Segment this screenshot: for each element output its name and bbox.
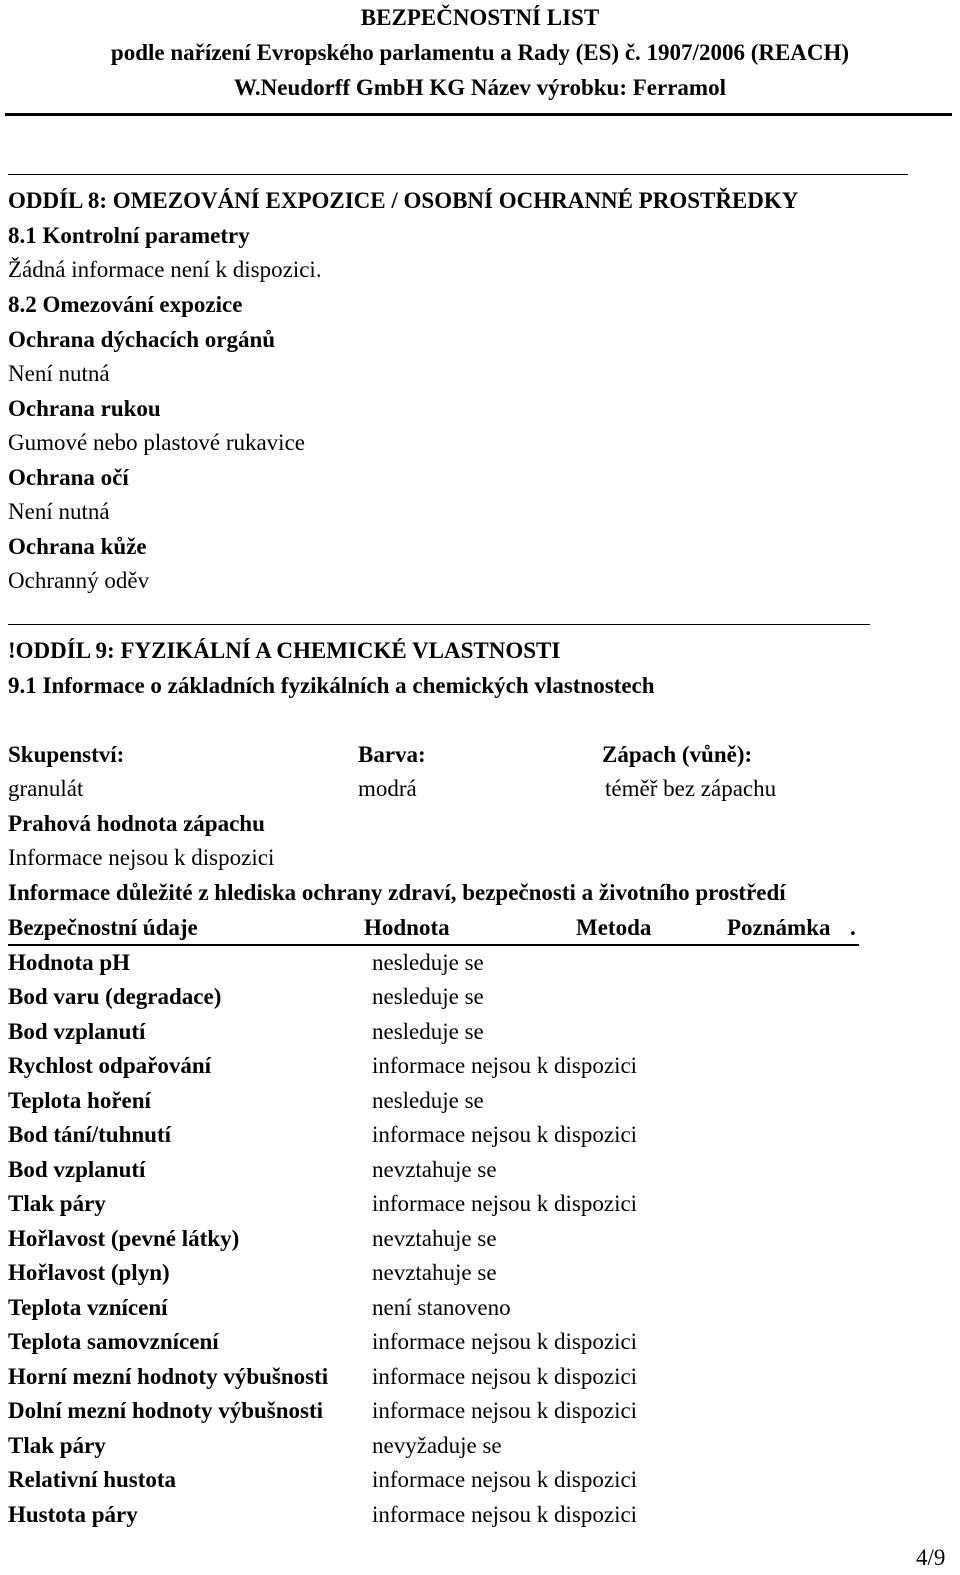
row-label: Bod vzplanutí [8, 1157, 146, 1182]
table-row [8, 983, 708, 1017]
row-value: informace nejsou k dispozici [372, 1191, 638, 1216]
row-value: nevyžaduje se [372, 1433, 502, 1458]
col-header-note: Poznámka [727, 915, 831, 940]
row-label: Horní mezní hodnoty výbušnosti [8, 1364, 329, 1389]
row-value: informace nejsou k dispozici [372, 1364, 638, 1389]
row-label: Bod vzplanutí [8, 1019, 146, 1044]
odor-threshold-label: Prahová hodnota zápachu [8, 811, 265, 836]
row-value: nesleduje se [372, 1019, 484, 1044]
row-label: Bod tání/tuhnutí [8, 1122, 171, 1147]
page-number: 4/9 [916, 1545, 946, 1570]
table-row [8, 1121, 708, 1155]
ppe-value-skin: Ochranný oděv [8, 568, 150, 593]
row-value: nesleduje se [372, 984, 484, 1009]
prop-value-odor: téměř bez zápachu [605, 776, 777, 801]
ppe-label-skin: Ochrana kůže [8, 534, 147, 559]
ppe-value-hands: Gumové nebo plastové rukavice [8, 430, 305, 455]
safety-info-heading: Informace důležité z hlediska ochrany zdraví, bezpečnosti a životního prostředí [8, 880, 786, 905]
row-label: Teplota vznícení [8, 1295, 168, 1320]
table-row [8, 1363, 708, 1397]
ppe-value-respiratory: Není nutná [8, 361, 110, 386]
row-value: informace nejsou k dispozici [372, 1467, 638, 1492]
ppe-label-respiratory: Ochrana dýchacích orgánů [8, 327, 276, 352]
row-value: není stanoveno [372, 1295, 511, 1320]
row-value: nevztahuje se [372, 1226, 497, 1251]
row-label: Tlak páry [8, 1433, 106, 1458]
odor-threshold-value: Informace nejsou k dispozici [8, 845, 275, 870]
table-row [8, 1294, 708, 1328]
safety-table-header [8, 914, 859, 946]
document-title: BEZPEČNOSTNÍ LIST [360, 5, 600, 30]
section9-subheading: 9.1 Informace o základních fyzikálních a chemických vlastnostech [8, 673, 655, 698]
row-label: Rychlost odpařování [8, 1053, 212, 1078]
row-value: informace nejsou k dispozici [372, 1053, 638, 1078]
table-row [8, 1501, 708, 1535]
company-product-line: W.Neudorff GmbH KG Název výrobku: Ferramol [234, 75, 726, 100]
table-row [8, 1190, 708, 1224]
prop-value-color: modrá [358, 776, 417, 801]
table-row [8, 1466, 708, 1500]
ppe-value-eyes: Není nutná [8, 499, 110, 524]
col-header-safety-data: Bezpečnostní údaje [8, 915, 198, 940]
table-row [8, 1397, 708, 1431]
regulation-line: podle nařízení Evropského parlamentu a Rady (ES) č. 1907/2006 (REACH) [110, 40, 850, 65]
row-label: Hodnota pH [8, 950, 131, 975]
table-row [8, 1018, 708, 1052]
section8-title: ODDÍL 8: OMEZOVÁNÍ EXPOZICE / OSOBNÍ OCHRANNÉ PROSTŘEDKY [8, 188, 799, 213]
table-row [8, 1328, 708, 1362]
row-label: Bod varu (degradace) [8, 984, 222, 1009]
table-row [8, 1052, 708, 1086]
section9-title: !ODDÍL 9: FYZIKÁLNÍ A CHEMICKÉ VLASTNOSTI [8, 638, 561, 663]
row-label: Tlak páry [8, 1191, 106, 1216]
prop-label-color: Barva: [358, 742, 426, 767]
header-divider [5, 113, 952, 116]
table-row [8, 1087, 708, 1121]
row-value: nesleduje se [372, 1088, 484, 1113]
prop-label-state: Skupenství: [8, 742, 125, 767]
col-header-value: Hodnota [364, 915, 450, 940]
row-value: informace nejsou k dispozici [372, 1329, 638, 1354]
row-label: Relativní hustota [8, 1467, 177, 1492]
section-divider-top [8, 174, 908, 175]
control-params-heading: 8.1 Kontrolní parametry [8, 223, 250, 248]
row-value: informace nejsou k dispozici [372, 1502, 638, 1527]
exposure-heading: 8.2 Omezování expozice [8, 292, 243, 317]
document-header [0, 0, 960, 105]
row-value: informace nejsou k dispozici [372, 1122, 638, 1147]
row-label: Hustota páry [8, 1502, 138, 1527]
row-label: Teplota hoření [8, 1088, 151, 1113]
table-row [8, 1225, 708, 1259]
row-label: Dolní mezní hodnoty výbušnosti [8, 1398, 324, 1423]
ppe-label-eyes: Ochrana očí [8, 465, 129, 490]
table-row [8, 1432, 708, 1466]
row-label: Hořlavost (plyn) [8, 1260, 170, 1285]
control-params-text: Žádná informace není k dispozici. [8, 257, 322, 282]
row-value: nesleduje se [372, 950, 484, 975]
table-row [8, 1156, 708, 1190]
prop-value-state: granulát [8, 776, 84, 801]
table-row [8, 949, 708, 983]
table-row [8, 1259, 708, 1293]
col-header-end-mark: . [850, 915, 856, 940]
row-value: nevztahuje se [372, 1260, 497, 1285]
section-divider-middle [8, 624, 870, 625]
row-value: nevztahuje se [372, 1157, 497, 1182]
ppe-label-hands: Ochrana rukou [8, 396, 161, 421]
row-value: informace nejsou k dispozici [372, 1398, 638, 1423]
col-header-method: Metoda [576, 915, 652, 940]
row-label: Hořlavost (pevné látky) [8, 1226, 240, 1251]
prop-label-odor: Zápach (vůně): [602, 742, 753, 767]
row-label: Teplota samovznícení [8, 1329, 219, 1354]
